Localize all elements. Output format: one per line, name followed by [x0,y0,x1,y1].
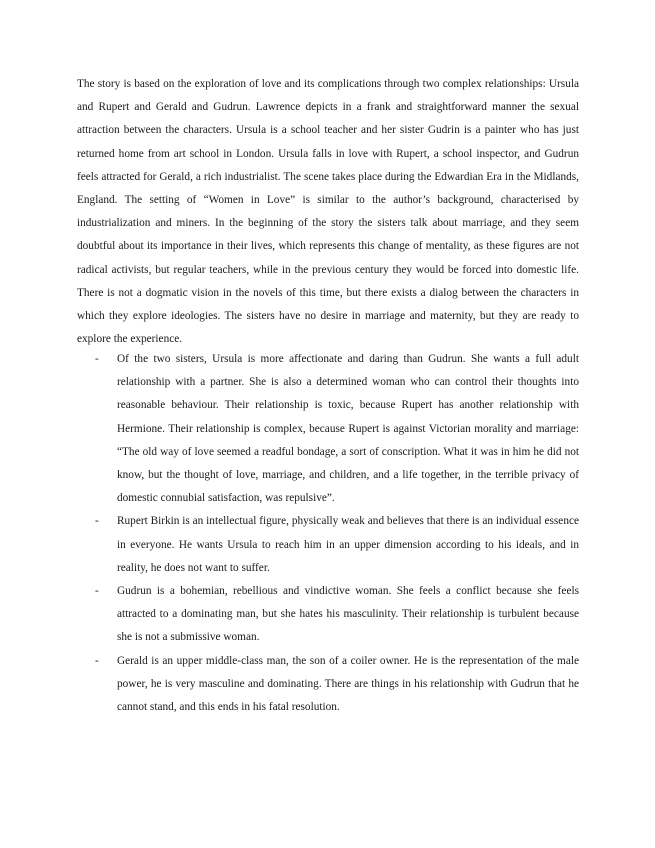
bullet-dash: - [95,353,99,365]
bullet-item-rupert [77,510,579,580]
intro-paragraph: The story is based on the exploration of love and its complications through two complex relationships: Ursula and Rupert and Gerald and Gudrun. Lawrence depicts in a frank and straightforward manner the sexual attraction between the characters. Ursula is a school teacher and her sister Gudrin is a painter who has just returned home from art school in London. Ursula falls in love with Rupert, a school inspector, and Gudrun feels attracted for Gerald, a rich industrialist. The scene takes place during the Edwardian Era in the Midlands, England. The setting of “Women in Love” is similar to the author’s background, characterised by industrialization and miners. In the beginning of the story the sisters talk about marriage, and they seem doubtful about its importance in their lives, which represents this change of mentality, as these figures are not radical activists, but regular teachers, while in the previous century they would be forced into domestic life. There is not a dogmatic vision in the novels of this time, but there exists a dialog between the characters in which they explore ideologies. The sisters have no desire in marriage and maternity, but they are ready to explore the experience. [77,78,579,346]
bullet-text: Gerald is an upper middle-class man, the son of a coiler owner. He is the representation of the male power, he is very masculine and dominating. There are things in his relationship with Gudrun that he cannot stand, and this ends in his fatal resolution. [117,654,579,714]
bullet-dash: - [95,654,99,667]
bullet-item-gudrun [77,580,579,650]
bullet-text: Rupert Birkin is an intellectual figure, physically weak and believes that there is an individual essence in everyone. He wants Ursula to reach him in an upper dimension according to his ideals, and in reality, he does not want to suffer. [117,515,579,574]
bullet-text: Gudrun is a bohemian, rebellious and vindictive woman. She feels a conflict because she feels attracted to a dominating man, but she hates his masculinity. Their relationship is turbulent because she is not a submissive woman. [117,585,579,644]
bullet-dash: - [95,515,99,528]
bullet-dash: - [95,585,99,598]
bullet-text: Of the two sisters, Ursula is more affectionate and daring than Gudrun. She wants a full adult relationship with a partner. She is also a determined woman who can control their thoughts into reasonable behaviour. Their relationship is toxic, because Rupert has another relationship with Hermione. Their relationship is complex, because Rupert is against Victorian morality and marriage: “The old way of love seemed a readful bondage, a sort of conscription. What it was in him he did not know, but the thought of love, marriage, and children, and a life together, in the terrible privacy of domestic connubial satisfaction, was repulsive”. [117,353,579,505]
character-bullet-list [77,348,579,719]
bullet-item-ursula [77,348,579,510]
bullet-item-gerald [77,650,579,720]
